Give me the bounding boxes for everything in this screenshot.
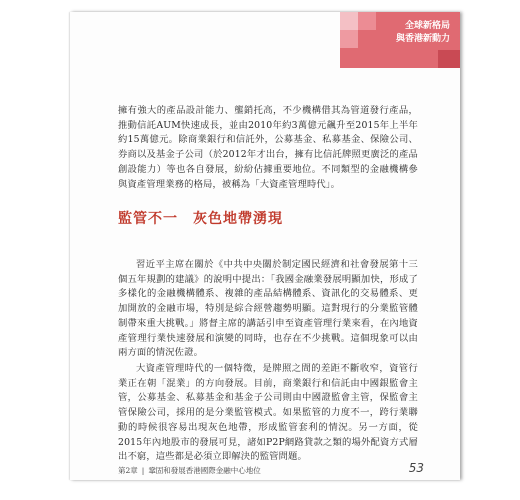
paragraph-intro: 擁有強大的產品設計能力、壟銷托高，不少機構借其為管道發行產品，推動信託AUM快速成長，並由2010年約3萬億元飆升至2015年上半年約15萬億元。除商業銀行和信託外，公募基金、私募基金、保險公司、券商以及基金子公司（於2012年才出台，擁有比信託牌照更廣泛的產品創設能力）等也各自發展，紛紛佔據重要地位。不同類型的金融機構參與資產管理業務的格局，被稱為「大資產管理時代」。 (118, 105, 418, 190)
page-number: 53 (408, 461, 424, 475)
chapter-number: 第2章 (118, 466, 138, 475)
paragraph-speech: 習近平主席在關於《中共中央關於制定國民經濟和社會發展第十三個五年規劃的建議》的說明中提出：「我國金融業發展明顯加快，形成了多樣化的金融機構體系、複雜的產品結構體系、資訊化的交易體系、更加開放的金融市場，特別是綜合經營趨勢明顯。這對現行的分業監管體制帶來重大挑戰。」將督主席的講話引申至資產管理行業來看，在內地資產管理行業快速發展和演變的同時，也存在不少挑戰。這個現象可以由兩方面的情況佐證。 (118, 259, 418, 359)
book-series-label (396, 20, 450, 46)
corner-decoration (358, 12, 376, 30)
chapter-title: 鞏固和發展香港國際金融中心地位 (148, 466, 261, 475)
book-page (70, 12, 460, 480)
corner-decoration (438, 50, 460, 68)
corner-decoration (340, 30, 358, 48)
book-series-line2: 與香港新動力 (395, 34, 450, 44)
footer-separator: | (141, 466, 145, 475)
book-series-line1: 全球新格局 (404, 21, 450, 31)
paragraph-regulation: 大資產管理時代的一個特徵，是牌照之間的差距不斷收窄，資管行業正在朝「混業」的方向發展。目前，商業銀行和信託由中國銀監會主管，公募基金、私募基金和基金子公司則由中國證監會主管，保監會主管保險公司，採用的是分業監管模式。如果監管的力度不一，跨行業聯動的時候很容易出現灰色地帶，形成監管套利的情況。另一方面，從2015年內地股市的發展可見，諸如P2P網路貸款之類的場外配資方式層出不窮，這些都是必須立即解決的監管問題。 (118, 363, 418, 463)
running-footer (118, 465, 261, 476)
section-heading: 監管不一 灰色地帶湧現 (118, 211, 283, 227)
corner-decoration (340, 12, 358, 30)
chapter-corner-tab (340, 12, 460, 68)
